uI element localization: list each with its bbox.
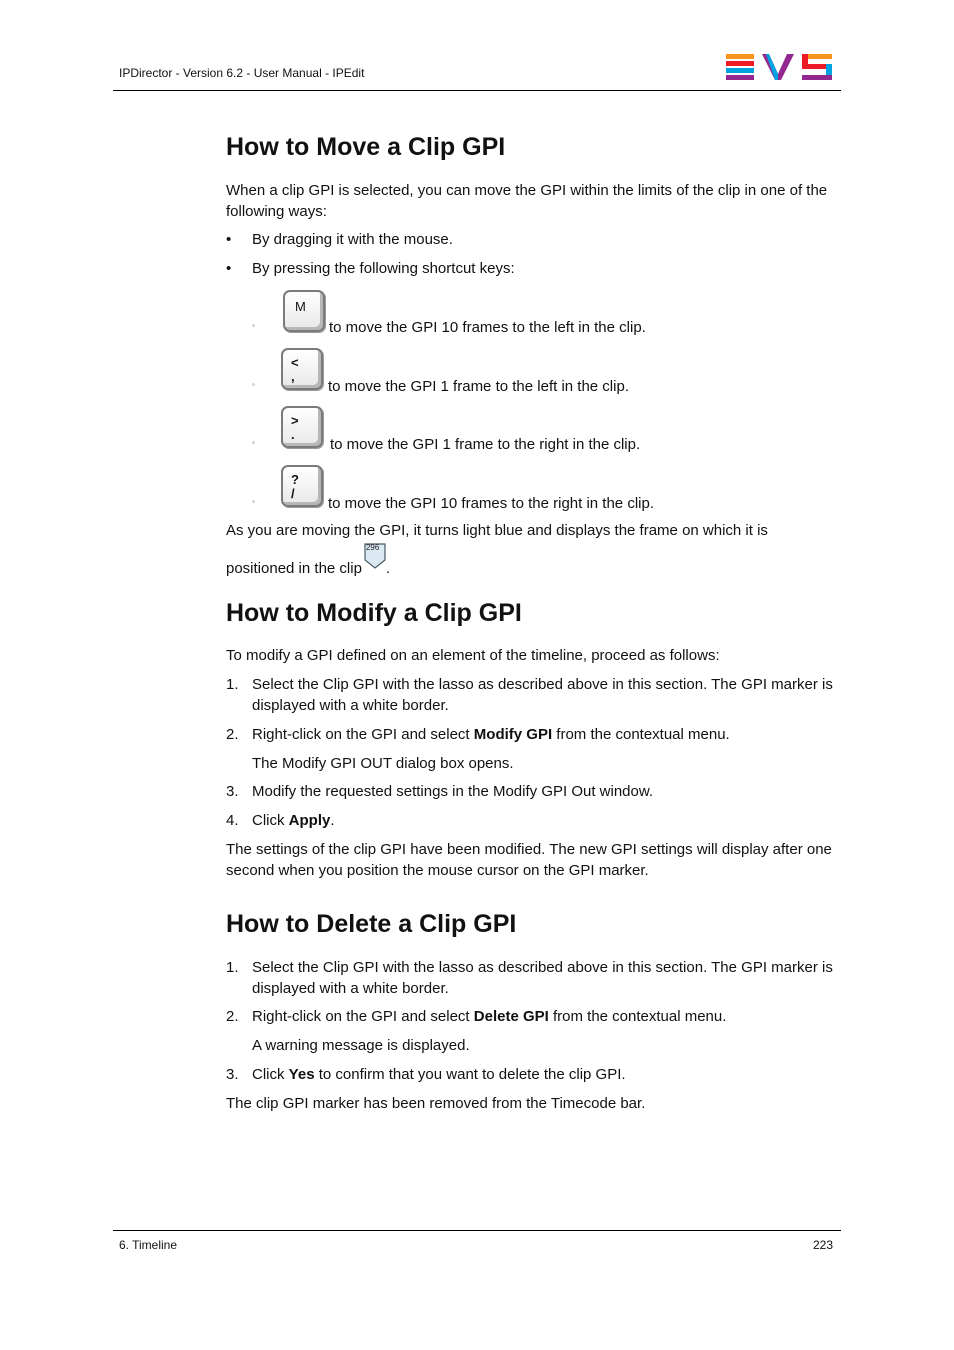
heading-move-clip-gpi: How to Move a Clip GPI bbox=[226, 133, 506, 161]
move-intro: When a clip GPI is selected, you can move the GPI within the limits of the clip in one of the following ways: bbox=[226, 182, 828, 220]
step-number: 1. bbox=[226, 959, 239, 976]
modify-outro: The settings of the clip GPI have been modified. The new GPI settings will display after one second when you position the mouse cursor on the GPI marker. bbox=[226, 841, 832, 879]
keyboard-key-comma-icon bbox=[281, 348, 323, 390]
keyboard-key-m-icon bbox=[283, 290, 325, 332]
sub-bullet-marker: ◦ bbox=[252, 380, 255, 389]
delete-step-3 bbox=[252, 1065, 842, 1086]
move-outro-end: . bbox=[385, 560, 391, 577]
move-outro-line2 bbox=[226, 543, 841, 580]
step-text: from the contextual menu. bbox=[548, 1008, 727, 1025]
step-number: 2. bbox=[226, 726, 239, 743]
key-label: / bbox=[291, 486, 295, 501]
header-title: IPDirector - Version 6.2 - User Manual - IPEdit bbox=[119, 66, 365, 80]
step-number: 1. bbox=[226, 676, 239, 693]
heading-modify-clip-gpi: How to Modify a Clip GPI bbox=[226, 599, 522, 627]
step-text: Right-click on the GPI and select bbox=[252, 1008, 474, 1025]
modify-step-3: Modify the requested settings in the Modify GPI Out window. bbox=[252, 783, 654, 800]
footer-divider bbox=[113, 1230, 841, 1231]
menu-item-delete-gpi: Delete GPI bbox=[473, 1008, 549, 1025]
evs-logo bbox=[726, 53, 834, 81]
step-number: 4. bbox=[226, 812, 239, 829]
step-text: Click bbox=[252, 1066, 289, 1083]
footer-chapter: 6. Timeline bbox=[119, 1238, 178, 1252]
delete-step-2-note: A warning message is displayed. bbox=[252, 1037, 470, 1054]
step-number: 3. bbox=[226, 783, 239, 800]
delete-outro: The clip GPI marker has been removed from the Timecode bar. bbox=[226, 1095, 646, 1112]
sub-bullet-marker: ◦ bbox=[252, 497, 255, 506]
step-text: Right-click on the GPI and select bbox=[252, 726, 474, 743]
modify-step-2-note: The Modify GPI OUT dialog box opens. bbox=[252, 755, 514, 772]
heading-delete-clip-gpi: How to Delete a Clip GPI bbox=[226, 910, 517, 938]
delete-step-1: Select the Clip GPI with the lasso as described above in this section. The GPI marker is displayed with a white border. bbox=[252, 959, 833, 997]
key-label: . bbox=[291, 427, 295, 442]
step-number: 2. bbox=[226, 1008, 239, 1025]
keyboard-key-slash-icon bbox=[281, 465, 323, 507]
move-outro-line1: As you are moving the GPI, it turns light blue and displays the frame on which it is bbox=[226, 522, 768, 539]
key-label: ? bbox=[291, 472, 299, 487]
step-number: 3. bbox=[226, 1066, 239, 1083]
bullet-shortcut-keys: By pressing the following shortcut keys: bbox=[252, 260, 515, 277]
key-label: , bbox=[291, 369, 295, 384]
key-comma-description: to move the GPI 1 frame to the left in the clip. bbox=[328, 378, 629, 395]
gpi-marker-label: 296 bbox=[365, 543, 380, 552]
modify-step-4 bbox=[252, 811, 842, 832]
key-slash-description: to move the GPI 10 frames to the right in the clip. bbox=[328, 495, 654, 512]
key-period-description: to move the GPI 1 frame to the right in the clip. bbox=[330, 436, 641, 453]
key-label: > bbox=[291, 413, 299, 428]
step-text: . bbox=[330, 812, 335, 829]
key-label: < bbox=[291, 355, 299, 370]
menu-item-modify-gpi: Modify GPI bbox=[473, 726, 553, 743]
delete-step-2 bbox=[252, 1007, 842, 1028]
step-text: Click bbox=[252, 812, 289, 829]
page-number: 223 bbox=[812, 1238, 833, 1252]
move-outro-text: positioned in the clip bbox=[226, 560, 362, 577]
yes-label: Yes bbox=[288, 1066, 315, 1083]
apply-label: Apply bbox=[288, 812, 331, 829]
modify-step-2 bbox=[252, 725, 842, 746]
bullet-marker: • bbox=[226, 260, 232, 277]
gpi-marker-icon bbox=[364, 543, 386, 577]
modify-intro: To modify a GPI defined on an element of the timeline, proceed as follows: bbox=[226, 647, 720, 664]
bullet-marker: • bbox=[226, 231, 232, 248]
step-text: to confirm that you want to delete the clip GPI. bbox=[314, 1066, 626, 1083]
key-m-description: to move the GPI 10 frames to the left in the clip. bbox=[329, 319, 646, 336]
header-divider bbox=[113, 90, 841, 91]
sub-bullet-marker: ◦ bbox=[252, 321, 255, 330]
keyboard-key-period-icon bbox=[281, 406, 323, 448]
key-label: M bbox=[295, 299, 306, 314]
step-text: from the contextual menu. bbox=[552, 726, 730, 743]
bullet-drag-mouse: By dragging it with the mouse. bbox=[252, 231, 453, 248]
sub-bullet-marker: ◦ bbox=[252, 438, 255, 447]
modify-step-1: Select the Clip GPI with the lasso as described above in this section. The GPI marker is displayed with a white border. bbox=[252, 676, 833, 714]
